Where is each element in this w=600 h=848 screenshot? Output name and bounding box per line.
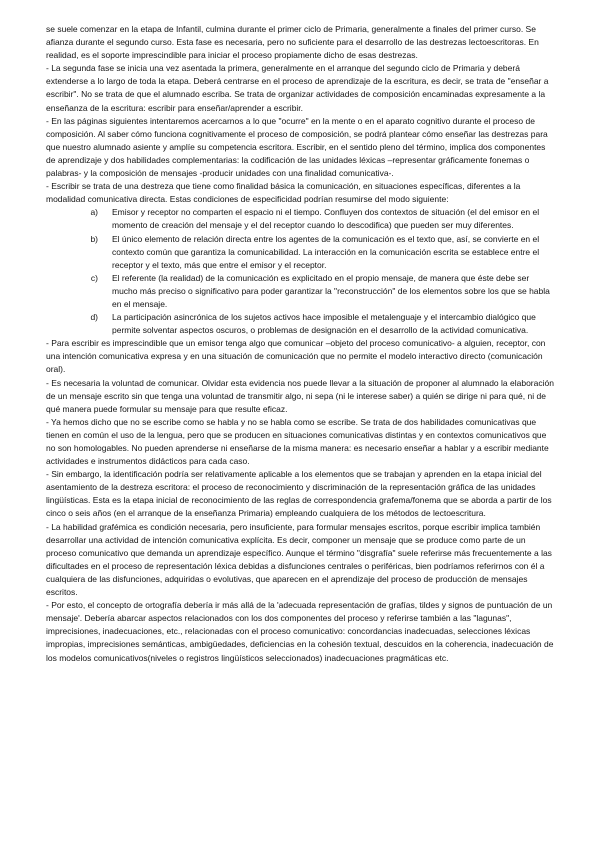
intro-paragraph: se suele comenzar en la etapa de Infantil, culmina durante el primer ciclo de Primaria, generalmente a finales del primer curso. Se afianza durante el segundo curso. Esta fase es necesaria, pero no suficiente para el desarrollo de las destrezas lectoescritoras. En realidad, es el soporte imprescindible para iniciar el proceso propiamente dicho de esas destrezas. [46, 24, 539, 61]
list-marker: d) [90, 312, 98, 323]
list-marker: b) [90, 233, 98, 244]
list-item [46, 272, 556, 311]
paragraph-ortografia: - Por esto, el concepto de ortografía debería ir más allá de la 'adecuada representación de grafías, tildes y signos de puntuación de un mensaje'. Debería abarcar aspectos relacionados con los dos componentes del proceso y referirse también a las "lagunas", imprecisiones, inadecuaciones, etc., relacionadas con el proceso comunicativo: concordancias inadecuadas, selecciones léxicas impropias, imprecisiones semánticas, ambigüedades, deficiencias en la cohesión textual, descuidos en la coherencia, inadecuación de los modelos comunicativos(niveles o registros lingüísticos seleccionados) inadecuaciones pragmáticas etc. [46, 600, 554, 663]
document-page [46, 23, 556, 665]
paragraph-habilidad-grafemica: - La habilidad grafémica es condición necesaria, pero insuficiente, para formular mensajes escritos, porque escribir implica también desarrollar una actividad de intención comunicativa explícita. Es decir, componer un mensaje que se produce como parte de un proceso comunicativo que demanda un aprendizaje específico. Aunque el término "disgrafía" suele referirse más frecuentemente a las dificultades en el proceso de representación léxica debidas a disfunciones centrales o periféricas, bien podríamos referirnos con él a cualquiera de las disfunciones, adquiridas o evolutivas, que aparecen en el aprendizaje del proceso de producción de mensajes escritos. [46, 521, 552, 598]
list-marker: a) [90, 207, 98, 218]
paragraph-proceso-composicion: - En las páginas siguientes intentaremos acercarnos a lo que "ocurre" en la mente o en el aparato cognitivo durante el proceso de composición. Al saber cómo funciona cognitivamente el proceso de composición, se podrá plantear cómo enseñar las destrezas para que nuestro alumnado asiente y amplíe su competencia escritora. Escribir, en el sentido pleno del término, implica dos componentes de aprendizaje y dos habilidades complementarias: la codificación de las unidades léxicas –representar gráficamente fonemas o palabras- y la composición de mensajes -producir unidades con una finalidad comunicativa-. [46, 115, 548, 179]
specificity-list [46, 206, 556, 337]
list-item-text: La participación asincrónica de los sujetos activos hace imposible el metalenguaje y el intercambio dialógico que permite solventar aspectos oscuros, o problemas de designación en el desarrollo de la actividad comunicativa. [112, 312, 536, 336]
list-item-text: El único elemento de relación directa entre los agentes de la comunicación es el texto que, así, se convierte en el contexto común que garantiza la comunicabilidad. La interacción en la comunicación escrita se establece entre el receptor y el texto, más que entre el emisor y el receptor. [112, 233, 540, 270]
paragraph-identificacion: - Sin embargo, la identificación podría ser relativamente aplicable a los elementos que se trabajan y aprenden en la etapa inicial del asentamiento de la destreza escritora: el proceso de reconocimiento y discriminación de la representación gráfica de las unidades lingüísticas. Esta es la etapa inicial de reconocimiento de las reglas de correspondencia grafema/fonema que se aborda a partir de los cinco o seis años (en el arranque de la enseñanza Primaria) empleando cualquiera de los métodos de lectoescritura. [46, 469, 552, 519]
paragraph-hablar-escribir: - Ya hemos dicho que no se escribe como se habla y no se habla como se escribe. Se trata de dos habilidades comunicativas que tienen en común el uso de la lengua, pero que se producen en situaciones comunicativas distintas y en contextos comunicativos que no son homologables. No pueden aprenderse ni enseñarse de la misma manera: es necesario enseñar a hablar y a escribir mediante actividades e instrumentos didácticos para cada caso. [46, 416, 549, 467]
list-item-text: El referente (la realidad) de la comunicación es explicitado en el propio mensaje, de manera que éste debe ser mucho más preciso o significativo para poder garantizar la "reconstrucción" de los elementos sobre los que se habla en el mensaje. [112, 272, 550, 309]
paragraph-segunda-fase: - La segunda fase se inicia una vez asentada la primera, generalmente en el arranque del segundo ciclo de Primaria y deberá extenderse a lo largo de toda la etapa. Deberá centrarse en el proceso de aprendizaje de la escritura, es decir, se trata de "enseñar a escribir". No se trata de que el alumnado escriba. Se trata de organizar actividades de composición encaminadas expresamente a la enseñanza de la escritura: escribir para enseñar/aprender a escribir. [46, 63, 549, 113]
list-item [46, 311, 556, 337]
paragraph-emisor: - Para escribir es imprescindible que un emisor tenga algo que comunicar –objeto del proceso comunicativo- a alguien, receptor, con una intención comunicativa expresa y en una situación de comunicación que no permite el modelo interactivo directo (comunicación oral). [46, 338, 546, 375]
list-item [46, 233, 556, 272]
list-item-text: Emisor y receptor no comparten el espacio ni el tiempo. Confluyen dos contextos de situación (el del emisor en el momento de creación del mensaje y el del receptor cuando lo descodifica) que pueden ser muy diferentes. [112, 207, 540, 231]
list-marker: c) [90, 272, 98, 283]
paragraph-voluntad: - Es necesaria la voluntad de comunicar. Olvidar esta evidencia nos puede llevar a la situación de proponer al alumnado la elaboración de un mensaje escrito sin que tenga una voluntad de transmitir algo, ni sepa (ni le interese saber) a quién se dirige ni para qué, ni de qué manera puede formular su mensaje para que resulte eficaz. [46, 377, 554, 414]
paragraph-destreza-comunicacion: - Escribir se trata de una destreza que tiene como finalidad básica la comunicación, en situaciones específicas, diferentes a la modalidad comunicativa directa. Estas condiciones de especificidad podrían resumirse del modo siguiente: [46, 181, 521, 205]
list-item [46, 206, 556, 232]
